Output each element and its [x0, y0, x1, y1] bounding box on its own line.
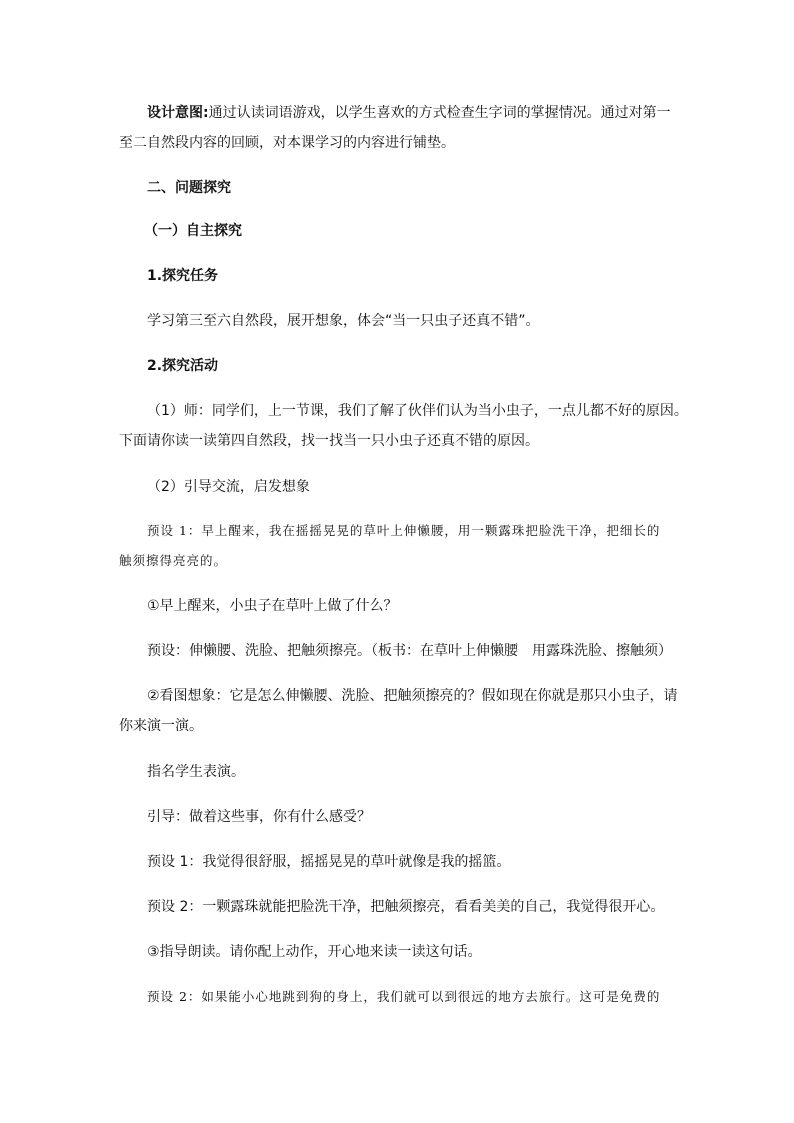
preset-1-quote	[119, 516, 679, 576]
perform-instruction: 指名学生表演。	[147, 764, 245, 780]
feeling-preset-1: 预设 1：我觉得很舒服，摇摇晃晃的草叶就像是我的摇篮。	[147, 854, 511, 870]
preset-1-quote-line-1: 预设 1：早上醒来，我在摇摇晃晃的草叶上伸懒腰，用一颗露珠把脸洗干净，把细长的	[147, 523, 661, 538]
activity-heading: 2.探究活动	[147, 358, 219, 374]
question-1-answer: 预设：伸懒腰、洗脸、把触须擦亮。（板书：在草叶上伸懒腰 用露珠洗脸、擦触须）	[147, 643, 672, 659]
question-2-line-1: ②看图想象：它是怎么伸懒腰、洗脸、把触须擦亮的？假如现在你就是那只小虫子，请	[147, 688, 678, 704]
design-intent-line-1	[119, 98, 679, 128]
preset-2-quote: 预设 2：如果能小心地跳到狗的身上，我们就可以到很远的地方去旅行。这可是免费的	[147, 989, 661, 1004]
question-2-line-2: 你来演一演。	[119, 718, 203, 734]
design-intent-line-2: 至二自然段内容的回顾，对本课学习的内容进行铺垫。	[119, 135, 455, 151]
activity-1-line-1: （1）师：同学们，上一节课，我们了解了伙伴们认为当小虫子，一点儿都不好的原因。	[147, 403, 688, 419]
question-3: ③指导朗读。请你配上动作，开心地来读一读这句话。	[147, 944, 482, 960]
question-1: ①早上醒来，小虫子在草叶上做了什么？	[147, 598, 398, 614]
subsection-title: （一）自主探究	[144, 223, 242, 239]
design-intent-text-1: 通过认读词语游戏，以学生喜欢的方式检查生字词的掌握情况。通过对第一	[208, 105, 671, 121]
task-text: 学习第三至六自然段，展开想象，体会“当一只虫子还真不错”。	[147, 313, 540, 329]
guide-question: 引导：做着这些事，你有什么感受？	[147, 809, 371, 825]
activity-2-heading: （2）引导交流，启发想象	[147, 479, 310, 495]
question-2-paragraph	[119, 681, 679, 741]
activity-1-paragraph	[119, 396, 688, 456]
design-intent-paragraph	[119, 98, 679, 158]
preset-1-quote-line-2: 触须擦得亮亮的。	[119, 553, 228, 568]
activity-1-line-2: 下面请你读一读第四自然段，找一找当一只小虫子还真不错的原因。	[119, 433, 539, 449]
section-title: 二、问题探究	[147, 180, 231, 196]
feeling-preset-2: 预设 2：一颗露珠就能把脸洗干净，把触须擦亮，看看美美的自己，我觉得很开心。	[147, 899, 665, 915]
task-heading: 1.探究任务	[147, 268, 219, 284]
design-intent-label: 设计意图:	[147, 105, 209, 121]
